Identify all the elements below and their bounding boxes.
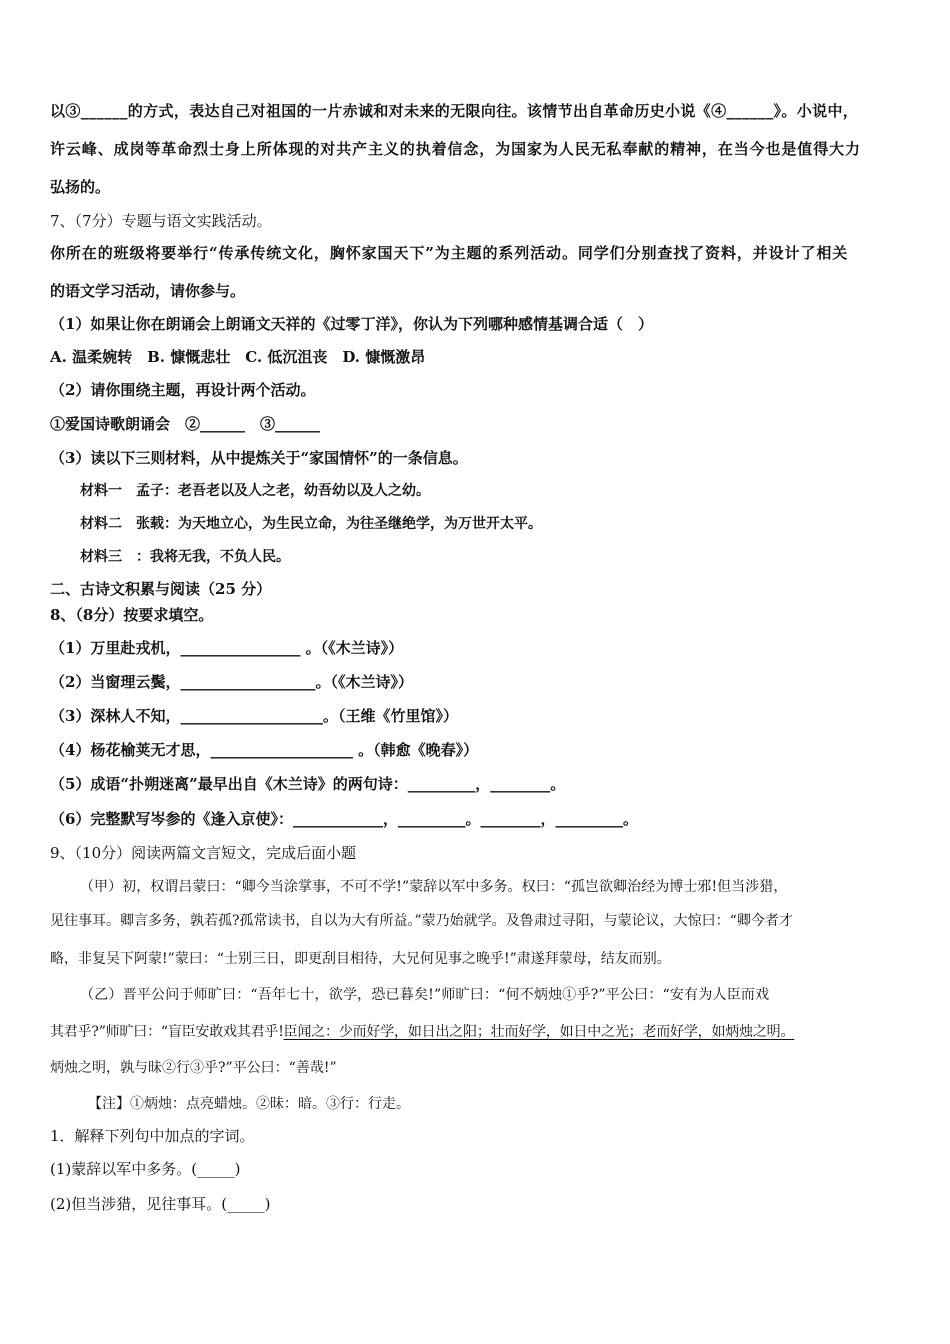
text-line: （3）读以下三则材料，从中提炼关于“家国情怀”的一条信息。 xyxy=(50,449,468,467)
text-line: 弘扬的。 xyxy=(50,178,111,196)
passage-yi-line: （乙）晋平公问于师旷曰：“吾年七十，欲学，恐已暮矣!”师旷曰：“何不炳烛①乎?”平公曰：“安有为人臣而戏 xyxy=(80,987,770,1003)
question-9-heading: 9、（10分）阅读两篇文言短文，完成后面小题 xyxy=(50,844,357,862)
material-one: 材料一 孟子：老吾老以及人之老，幼吾幼以及人之幼。 xyxy=(80,483,430,499)
text-line: 以③______的方式，表达自己对祖国的一片赤诚和对未来的无限向往。该情节出自革命历史小说《④______》。小说中， xyxy=(50,102,859,120)
fill-blank-3: （3）深林人不知，___________________。（王维《竹里馆》） xyxy=(50,707,458,725)
passage-yi-line: 炳烛之明，孰与昧②行③乎?”平公曰：“善哉!” xyxy=(50,1060,337,1076)
underlined-quote: 臣闻之：少而好学，如日出之阳；壮而好学，如日中之光；老而好学，如炳烛之明。 xyxy=(283,1024,795,1040)
fill-blank-4: （4）杨花榆荚无才思，___________________ 。（韩愈《晚春》） xyxy=(50,741,479,759)
question-8-heading: 8、（8分）按要求填空。 xyxy=(50,606,214,624)
sub-question-1-item-2: (2)但当涉猎，见往事耳。(_____) xyxy=(50,1195,271,1213)
passage-yi-line xyxy=(50,1022,794,1042)
fill-blank-6: （6）完整默写岑参的《逢入京使》：____________，_________。________，_________。 xyxy=(50,810,638,828)
sub-question-1: 1．解释下列句中加点的字词。 xyxy=(50,1127,255,1145)
passage-jia-line: 略，非复吴下阿蒙!”蒙曰：“士别三日，即更刮目相待，大兄何见事之晚乎!”肃遂拜蒙母，结友而别。 xyxy=(50,951,671,967)
passage-jia-line: 见往事耳。卿言多务，孰若孤?孤常读书，自以为大有所益。”蒙乃始就学。及鲁肃过寻阳，与蒙论议，大惊曰：“卿今者才 xyxy=(50,913,793,929)
fill-blank-1: （1）万里赴戎机，________________ 。（《木兰诗》） xyxy=(50,639,404,657)
material-three: 材料三 ：我将无我，不负人民。 xyxy=(80,549,290,565)
passage-jia-line: （甲）初，权谓吕蒙曰：“卿今当涂掌事，不可不学!”蒙辞以军中多务。权曰：“孤岂欲卿治经为博士邪!但当涉猎， xyxy=(80,879,788,895)
answer-options: A. 温柔婉转 B. 慷慨悲壮 C. 低沉沮丧 D. 慷慨激昂 xyxy=(50,348,426,366)
activity-list: ①爱国诗歌朗诵会 ②______ ③______ xyxy=(50,415,321,433)
text-line: （2）请你围绕主题，再设计两个活动。 xyxy=(50,381,316,399)
fill-blank-2: （2）当窗理云鬓，__________________。（《木兰诗》） xyxy=(50,673,413,691)
text-line: 你所在的班级将要举行“传承传统文化，胸怀家国天下”为主题的系列活动。同学们分别查找了资料，并设计了相关 xyxy=(50,244,849,262)
annotation-note: 【注】①炳烛：点亮蜡烛。②昧：暗。③行：行走。 xyxy=(88,1096,410,1112)
text-line: （1）如果让你在朗诵会上朗诵文天祥的《过零丁洋》，你认为下列哪种感情基调合适（ ） xyxy=(50,315,653,333)
text-line: 许云峰、成岗等革命烈士身上所体现的对共产主义的执着信念，为国家为人民无私奉献的精神，在当今也是值得大力 xyxy=(50,140,861,158)
sub-question-1-item-1: (1)蒙辞以军中多务。(_____) xyxy=(50,1160,241,1178)
fill-blank-5: （5）成语“扑朔迷离”最早出自《木兰诗》的两句诗：_________，________。 xyxy=(50,775,566,793)
text-line: 的语文学习活动，请你参与。 xyxy=(50,282,246,300)
material-two: 材料二 张载：为天地立心，为生民立命，为往圣继绝学，为万世开太平。 xyxy=(80,516,542,532)
passage-yi-text: 其君乎?”师旷曰：“盲臣安敢戏其君乎! xyxy=(50,1024,284,1040)
question-7-heading: 7、（7分）专题与语文实践活动。 xyxy=(50,212,272,230)
section-two-heading: 二、古诗文积累与阅读（25 分） xyxy=(50,580,272,598)
